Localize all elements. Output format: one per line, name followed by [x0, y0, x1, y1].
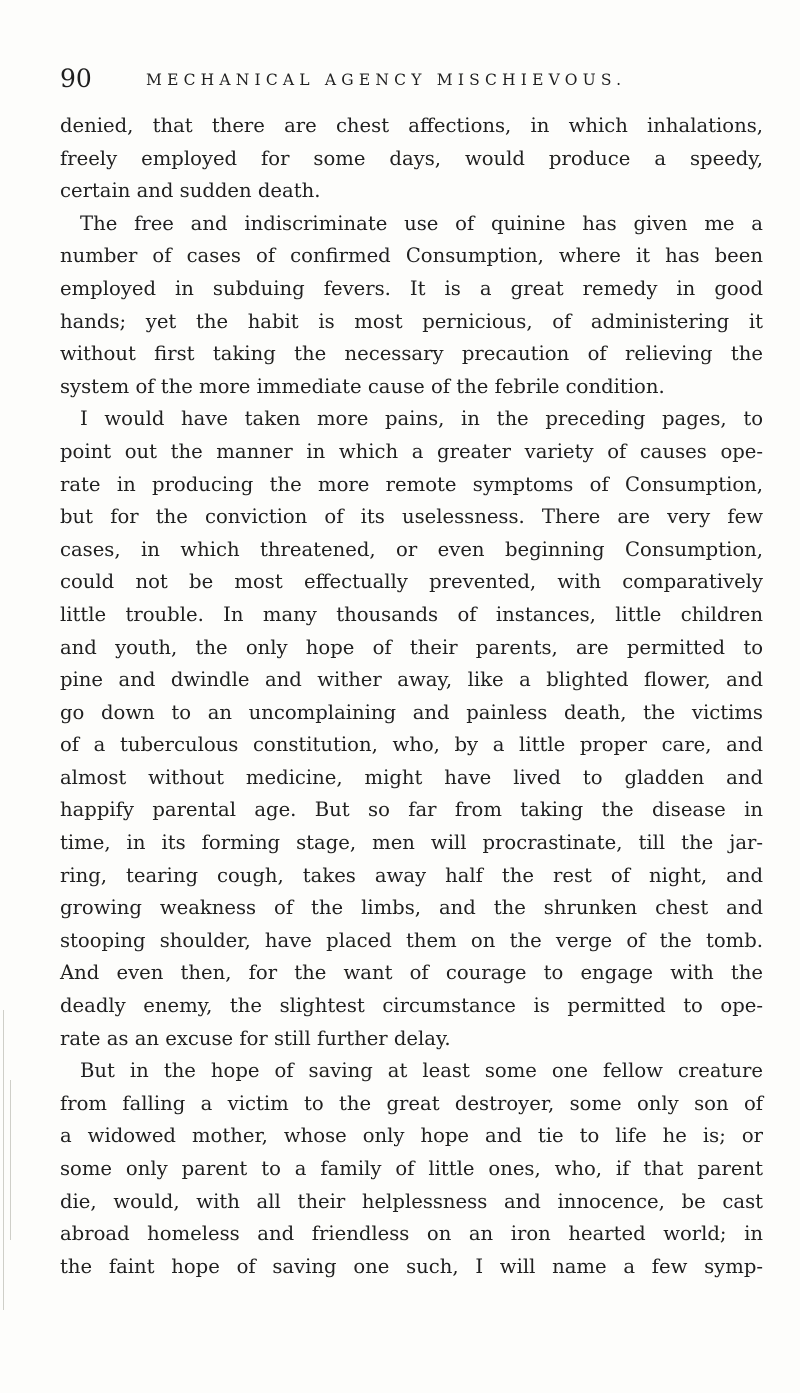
text-line: and youth, the only hope of their parents, are permitted to — [60, 635, 763, 659]
text-line: but for the conviction of its uselessness. There are very few — [60, 505, 763, 529]
scan-artifact — [10, 1080, 11, 1240]
text-line: rate as an excuse for still further delay. — [60, 1026, 451, 1050]
text-line: abroad homeless and friendless on an iron hearted world; in — [60, 1222, 763, 1246]
text-line: little trouble. In many thousands of instances, little children — [60, 602, 763, 626]
text-line: some only parent to a family of little ones, who, if that parent — [60, 1157, 763, 1180]
text-line: certain and sudden death. — [60, 179, 321, 203]
text-line: But in the hope of saving at least some one fellow creature — [80, 1059, 763, 1083]
text-line: employed in subduing fevers. It is a great remedy in good — [60, 276, 763, 300]
text-line: stooping shoulder, have placed them on the verge of the tomb. — [60, 928, 763, 952]
text-line: time, in its forming stage, men will procrastinate, till the jar- — [60, 831, 763, 855]
text-line: without first taking the necessary precaution of relieving the — [60, 342, 763, 366]
text-line: almost without medicine, might have lived to gladden and — [60, 765, 763, 789]
text-line: point out the manner in which a greater variety of causes ope- — [60, 439, 763, 463]
text-line: happify parental age. But so far from taking the disease in — [60, 798, 763, 822]
body-text — [60, 110, 763, 1283]
text-line: cases, in which threatened, or even beginning Consumption, — [60, 537, 763, 561]
text-line: And even then, for the want of courage to engage with the — [60, 961, 763, 985]
text-line: could not be most effectually prevented, with comparatively — [60, 570, 763, 594]
text-line: The free and indiscriminate use of quinine has given me a — [80, 211, 763, 235]
running-head — [60, 62, 760, 96]
text-line: hands; yet the habit is most pernicious, of administering it — [60, 309, 763, 333]
text-line: denied, that there are chest affections, in which inhalations, — [60, 114, 763, 137]
text-line: I would have taken more pains, in the preceding pages, to — [80, 407, 763, 431]
running-title: MECHANICAL AGENCY MISCHIEVOUS. — [146, 71, 627, 89]
scan-artifact — [3, 1010, 4, 1310]
text-line: system of the more immediate cause of the febrile condition. — [60, 374, 665, 398]
text-line: deadly enemy, the slightest circumstance is permitted to ope- — [60, 994, 763, 1018]
text-line: go down to an uncomplaining and painless death, the victims — [60, 700, 763, 724]
text-line: rate in producing the more remote symptoms of Consumption, — [60, 472, 763, 496]
text-line: growing weakness of the limbs, and the shrunken chest and — [60, 896, 763, 920]
text-line: freely employed for some days, would produce a speedy, — [60, 146, 763, 170]
page-number: 90 — [60, 64, 92, 93]
text-line: the faint hope of saving one such, I will name a few symp- — [60, 1254, 763, 1278]
text-line: pine and dwindle and wither away, like a blighted flower, and — [60, 668, 763, 692]
text-line: a widowed mother, whose only hope and tie to life he is; or — [60, 1124, 763, 1148]
text-line: die, would, with all their helplessness and innocence, be cast — [60, 1189, 763, 1213]
text-line: ring, tearing cough, takes away half the rest of night, and — [60, 863, 763, 887]
text-line: from falling a victim to the great destroyer, some only son of — [60, 1091, 763, 1115]
text-line: number of cases of confirmed Consumption, where it has been — [60, 244, 763, 268]
text-line: of a tuberculous constitution, who, by a little proper care, and — [60, 733, 763, 757]
